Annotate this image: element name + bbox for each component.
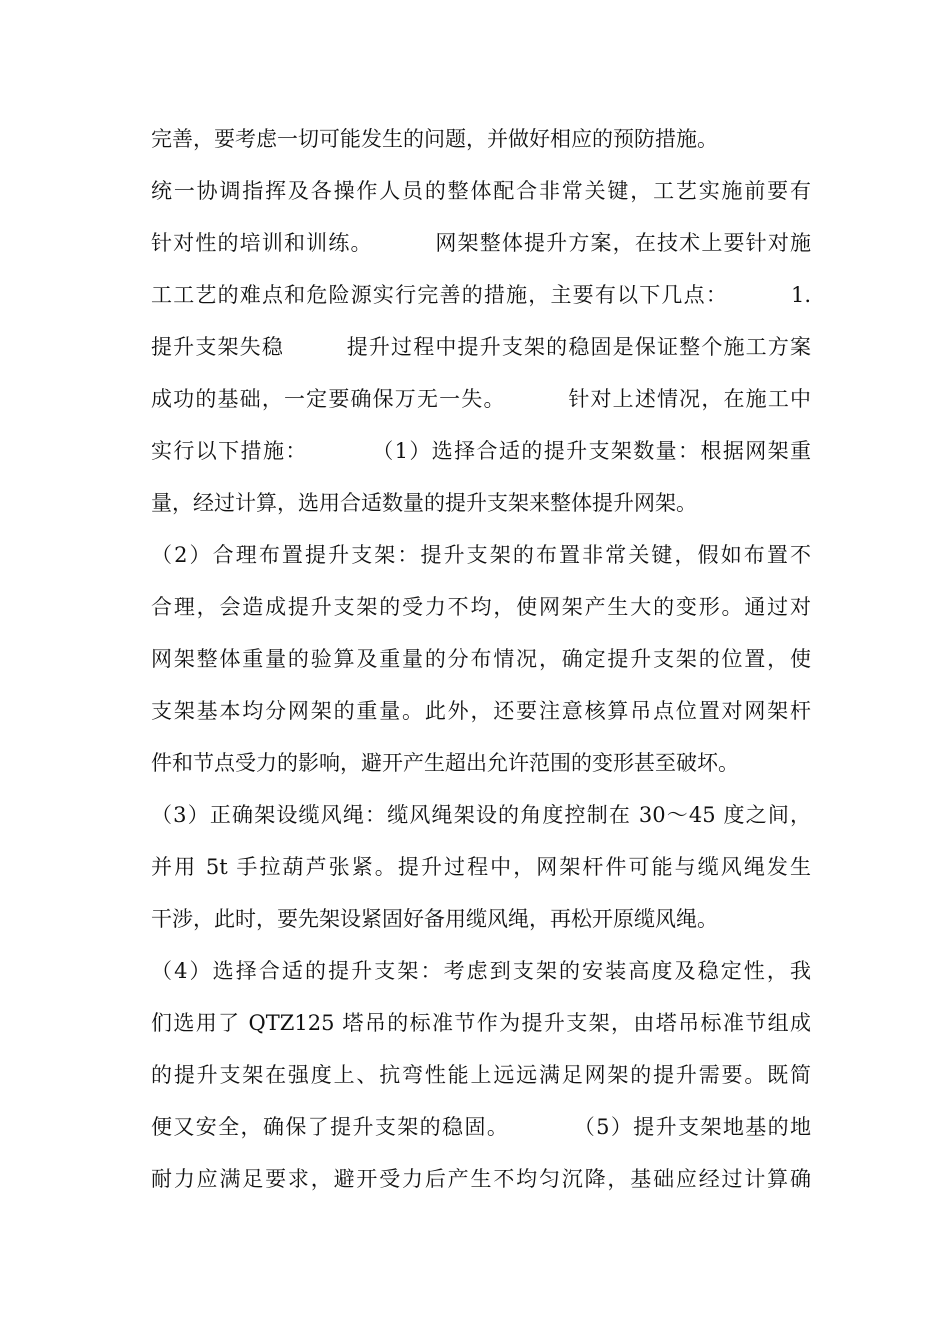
text-line: 网架整体重量的验算及重量的分布情况，确定提升支架的位置，使 [151,647,811,671]
text-line: 的提升支架在强度上、抗弯性能上远远满足网架的提升需要。既简 [151,1063,811,1087]
text-line: 成功的基础，一定要确保万无一失。 针对上述情况，在施工中 [151,387,811,411]
text-line: 统一协调指挥及各操作人员的整体配合非常关键，工艺实施前要有 [151,179,811,203]
text-line: 合理，会造成提升支架的受力不均，使网架产生大的变形。通过对 [151,595,811,619]
text-line: 耐力应满足要求，避开受力后产生不均匀沉降，基础应经过计算确 [151,1167,811,1191]
text-line: 提升支架失稳 提升过程中提升支架的稳固是保证整个施工方案 [151,335,811,359]
text-line: 量，经过计算，选用合适数量的提升支架来整体提升网架。 [151,491,697,515]
text-line: 并用 5t 手拉葫芦张紧。提升过程中，网架杆件可能与缆风绳发生 [151,855,811,879]
text-line: 件和节点受力的影响，避开产生超出允许范围的变形甚至破坏。 [151,751,739,775]
text-line: （4）选择合适的提升支架：考虑到支架的安装高度及稳定性，我 [151,959,811,983]
text-line: 完善，要考虑一切可能发生的问题，并做好相应的预防措施。 [151,127,718,151]
text-line: （3）正确架设缆风绳：缆风绳架设的角度控制在 30～45 度之间， [151,803,811,827]
text-line: 干涉，此时，要先架设紧固好备用缆风绳，再松开原缆风绳。 [151,907,718,931]
text-line: 便又安全，确保了提升支架的稳固。 （5）提升支架地基的地 [151,1115,811,1139]
text-line: 支架基本均分网架的重量。此外，还要注意核算吊点位置对网架杆 [151,699,811,723]
text-line: （2）合理布置提升支架：提升支架的布置非常关键，假如布置不 [151,543,811,567]
text-line: 们选用了 QTZ125 塔吊的标准节作为提升支架，由塔吊标准节组成 [151,1011,811,1035]
text-line: 针对性的培训和训练。 网架整体提升方案，在技术上要针对施 [151,231,811,255]
text-line: 实行以下措施： （1）选择合适的提升支架数量：根据网架重 [151,439,811,463]
text-line: 工工艺的难点和危险源实行完善的措施，主要有以下几点： 1. [151,283,811,307]
